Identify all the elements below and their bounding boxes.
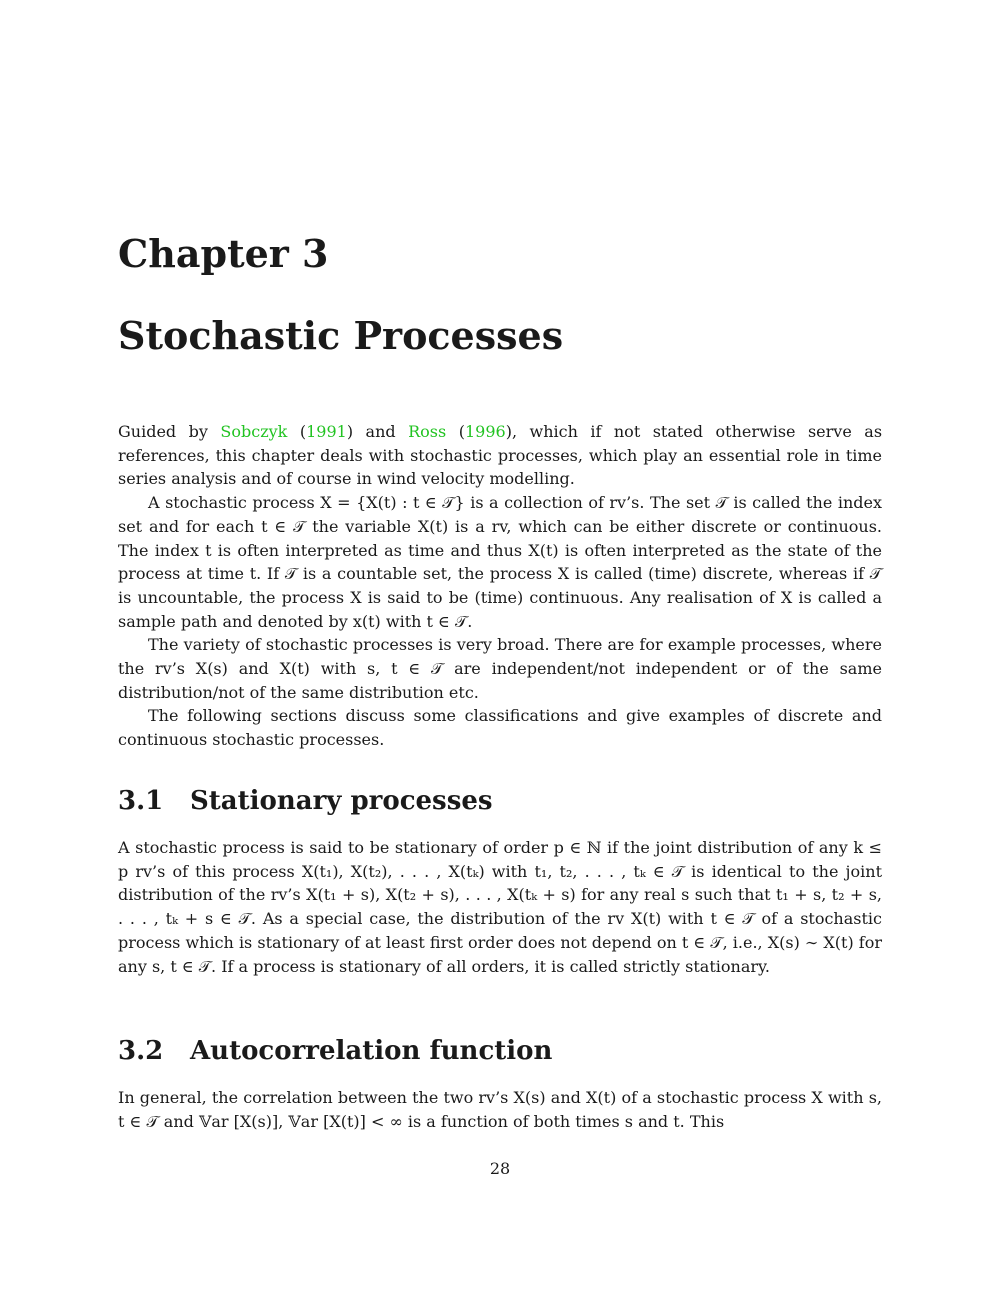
intro-paragraph-4: The following sections discuss some classifications and give examples of discrete and continuous stochastic processes. — [118, 706, 882, 750]
intro-paragraph-3: The variety of stochastic processes is very broad. There are for example processes, where the rv’s X(s) and X(t) with s, t ∈ 𝒯 are independent/not independent or of the same distribution/not of the same distribution etc. — [118, 635, 882, 702]
citation-sobczyk[interactable]: Sobczyk — [220, 422, 288, 441]
section-title: Autocorrelation function — [190, 1036, 553, 1066]
intro-paragraph-2: A stochastic process X = {X(t) : t ∈ 𝒯} is a collection of rv’s. The set 𝒯 is called the index set and for each t ∈ 𝒯 the variable X(t) is a rv, which can be either discrete or continuous. The index t is often interpreted as time and thus X(t) is often interpreted as the state of the process at time t. If 𝒯 is a countable set, the process X is called (time) discrete, whereas if 𝒯 is uncountable, the process X is said to be (time) continuous. Any realisation of X is called a sample path and denoted by x(t) with t ∈ 𝒯. — [118, 493, 882, 631]
section-3-1-body — [118, 836, 882, 978]
page-number: 28 — [489, 1159, 511, 1178]
intro-block — [118, 420, 882, 752]
intro-paragraph-1: Guided by Sobczyk (1991) and Ross (1996), which if not stated otherwise serve as references, this chapter deals with stochastic processes, which play an essential role in time series analysis and of course in wind velocity modelling. — [118, 422, 883, 489]
citation-ross[interactable]: Ross — [408, 422, 447, 441]
section-3-2-paragraph: In general, the correlation between the two rv’s X(s) and X(t) of a stochastic process X with s, t ∈ 𝒯 and 𝕍ar [X(s)], 𝕍ar [X(t)] < ∞ is a function of both times s and t. This — [118, 1088, 882, 1131]
citation-ross-year[interactable]: 1996 — [464, 422, 506, 441]
section-number: 3.1 — [118, 786, 164, 816]
section-heading-3-1 — [118, 784, 493, 818]
section-heading-3-2 — [118, 1034, 552, 1068]
section-3-1-paragraph: A stochastic process is said to be stationary of order p ∈ ℕ if the joint distribution of any k ≤ p rv’s of this process X(t₁), X(t₂), . . . , X(tₖ) with t₁, t₂, . . . , tₖ ∈ 𝒯 is identical to the joint distribution of the rv’s X(t₁ + s), X(t₂ + s), . . . , X(tₖ + s) for any real s such that t₁ + s, t₂ + s, . . . , tₖ + s ∈ 𝒯. As a special case, the distribution of the rv X(t) with t ∈ 𝒯 of a stochastic process which is stationary of at least first order does not depend on t ∈ 𝒯, i.e., X(s) ∼ X(t) for any s, t ∈ 𝒯. If a process is stationary of all orders, it is called strictly stationary. — [118, 838, 882, 976]
section-3-2-body — [118, 1086, 882, 1133]
chapter-label: Chapter 3 — [118, 231, 329, 276]
citation-sobczyk-year[interactable]: 1991 — [306, 422, 347, 441]
chapter-title: Stochastic Processes — [118, 313, 564, 358]
section-number: 3.2 — [118, 1036, 164, 1066]
section-title: Stationary processes — [190, 786, 493, 816]
